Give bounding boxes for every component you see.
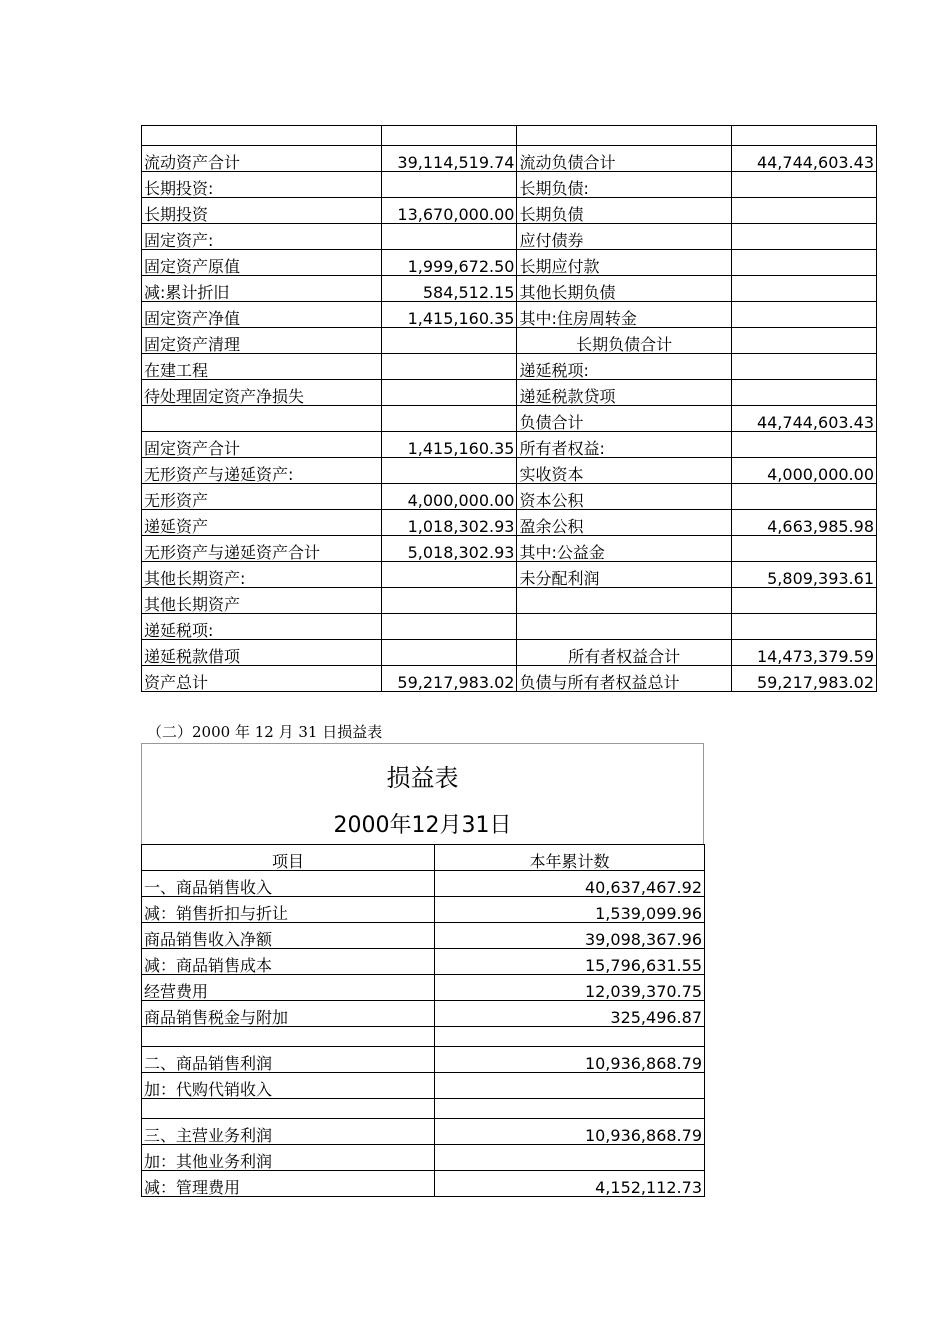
amount-cell: 59,217,983.02 xyxy=(731,666,876,692)
amount-cell xyxy=(731,432,876,458)
amount-cell xyxy=(731,302,876,328)
amount-cell xyxy=(382,614,517,640)
item-label-cell: 三、主营业务利润 xyxy=(142,1119,435,1145)
account-label-cell: 递延资产 xyxy=(142,510,382,536)
income-statement-header xyxy=(141,743,704,844)
item-label-cell: 商品销售收入净额 xyxy=(142,923,435,949)
amount-cell: 59,217,983.02 xyxy=(382,666,517,692)
table-row xyxy=(142,562,877,588)
account-label-cell: 盈余公积 xyxy=(517,510,731,536)
table-row xyxy=(142,484,877,510)
account-label-cell: 所有者权益合计 xyxy=(517,640,731,666)
table-row xyxy=(142,406,877,432)
table-row xyxy=(142,1145,705,1171)
account-label-cell xyxy=(142,126,382,146)
amount-cell: 1,415,160.35 xyxy=(382,302,517,328)
account-label-cell: 待处理固定资产净损失 xyxy=(142,380,382,406)
account-label-cell: 长期投资: xyxy=(142,172,382,198)
amount-cell xyxy=(731,276,876,302)
amount-cell xyxy=(382,328,517,354)
amount-cell xyxy=(435,1099,705,1119)
account-label-cell: 实收资本 xyxy=(517,458,731,484)
table-row xyxy=(142,354,877,380)
amount-cell: 5,809,393.61 xyxy=(731,562,876,588)
income-statement-title: 损益表 xyxy=(386,764,459,792)
amount-cell xyxy=(731,536,876,562)
table-row xyxy=(142,536,877,562)
table-row xyxy=(142,666,877,692)
table-row xyxy=(142,328,877,354)
table-row xyxy=(142,432,877,458)
account-label-cell: 长期应付款 xyxy=(517,250,731,276)
amount-cell: 1,539,099.96 xyxy=(435,897,705,923)
account-label-cell xyxy=(142,406,382,432)
amount-cell: 4,000,000.00 xyxy=(731,458,876,484)
amount-cell: 39,114,519.74 xyxy=(382,146,517,172)
amount-cell xyxy=(731,224,876,250)
account-label-cell: 其中:公益金 xyxy=(517,536,731,562)
item-label-cell xyxy=(142,1027,435,1047)
account-label-cell: 其他长期资产: xyxy=(142,562,382,588)
amount-cell xyxy=(731,126,876,146)
table-row xyxy=(142,871,705,897)
account-label-cell: 递延税项: xyxy=(517,354,731,380)
item-label-cell: 减：管理费用 xyxy=(142,1171,435,1197)
account-label-cell: 无形资产 xyxy=(142,484,382,510)
account-label-cell: 固定资产合计 xyxy=(142,432,382,458)
table-row xyxy=(142,276,877,302)
table-row xyxy=(142,126,877,146)
account-label-cell: 长期负债: xyxy=(517,172,731,198)
amount-cell: 1,415,160.35 xyxy=(382,432,517,458)
table-row xyxy=(142,1027,705,1047)
item-label-cell: 减：销售折扣与折让 xyxy=(142,897,435,923)
column-header-ytd-amount: 本年累计数 xyxy=(435,845,705,871)
account-label-cell xyxy=(517,588,731,614)
table-row xyxy=(142,949,705,975)
account-label-cell: 长期投资 xyxy=(142,198,382,224)
amount-cell: 14,473,379.59 xyxy=(731,640,876,666)
item-label-cell: 加：代购代销收入 xyxy=(142,1073,435,1099)
amount-cell xyxy=(731,198,876,224)
table-row xyxy=(142,923,705,949)
income-statement-date: 2000年12月31日 xyxy=(333,813,512,838)
account-label-cell: 负债与所有者权益总计 xyxy=(517,666,731,692)
amount-cell xyxy=(731,354,876,380)
amount-cell xyxy=(382,224,517,250)
amount-cell: 10,936,868.79 xyxy=(435,1047,705,1073)
amount-cell: 39,098,367.96 xyxy=(435,923,705,949)
table-row xyxy=(142,172,877,198)
amount-cell xyxy=(731,250,876,276)
amount-cell: 13,670,000.00 xyxy=(382,198,517,224)
account-label-cell: 应付债券 xyxy=(517,224,731,250)
table-row xyxy=(142,640,877,666)
amount-cell: 40,637,467.92 xyxy=(435,871,705,897)
account-label-cell: 长期负债合计 xyxy=(517,328,731,354)
amount-cell: 4,000,000.00 xyxy=(382,484,517,510)
amount-cell xyxy=(382,354,517,380)
account-label-cell: 负债合计 xyxy=(517,406,731,432)
account-label-cell: 固定资产净值 xyxy=(142,302,382,328)
account-label-cell: 固定资产原值 xyxy=(142,250,382,276)
amount-cell: 10,936,868.79 xyxy=(435,1119,705,1145)
table-row xyxy=(142,224,877,250)
account-label-cell: 无形资产与递延资产合计 xyxy=(142,536,382,562)
amount-cell xyxy=(435,1145,705,1171)
item-label-cell: 减：商品销售成本 xyxy=(142,949,435,975)
table-row xyxy=(142,975,705,1001)
table-row xyxy=(142,1001,705,1027)
account-label-cell: 长期负债 xyxy=(517,198,731,224)
amount-cell xyxy=(731,588,876,614)
item-label-cell: 二、商品销售利润 xyxy=(142,1047,435,1073)
item-label-cell xyxy=(142,1099,435,1119)
amount-cell xyxy=(382,406,517,432)
account-label-cell: 所有者权益: xyxy=(517,432,731,458)
amount-cell xyxy=(382,380,517,406)
table-row xyxy=(142,1119,705,1145)
amount-cell: 584,512.15 xyxy=(382,276,517,302)
account-label-cell: 其中:住房周转金 xyxy=(517,302,731,328)
account-label-cell: 递延税款借项 xyxy=(142,640,382,666)
amount-cell xyxy=(731,328,876,354)
account-label-cell: 无形资产与递延资产: xyxy=(142,458,382,484)
amount-cell xyxy=(382,588,517,614)
amount-cell xyxy=(731,380,876,406)
amount-cell xyxy=(435,1027,705,1047)
account-label-cell: 固定资产清理 xyxy=(142,328,382,354)
account-label-cell: 减:累计折旧 xyxy=(142,276,382,302)
table-row xyxy=(142,250,877,276)
amount-cell xyxy=(382,172,517,198)
table-row xyxy=(142,1099,705,1119)
amount-cell xyxy=(382,126,517,146)
amount-cell: 44,744,603.43 xyxy=(731,406,876,432)
table-row xyxy=(142,614,877,640)
amount-cell: 12,039,370.75 xyxy=(435,975,705,1001)
amount-cell: 4,152,112.73 xyxy=(435,1171,705,1197)
table-row xyxy=(142,510,877,536)
amount-cell: 44,744,603.43 xyxy=(731,146,876,172)
account-label-cell: 其他长期负债 xyxy=(517,276,731,302)
income-statement-table xyxy=(141,844,705,1197)
table-row xyxy=(142,198,877,224)
account-label-cell xyxy=(517,614,731,640)
amount-cell xyxy=(435,1073,705,1099)
table-row xyxy=(142,458,877,484)
amount-cell: 15,796,631.55 xyxy=(435,949,705,975)
account-label-cell: 固定资产: xyxy=(142,224,382,250)
amount-cell: 1,999,672.50 xyxy=(382,250,517,276)
table-row xyxy=(142,1171,705,1197)
table-row xyxy=(142,897,705,923)
table-row xyxy=(142,588,877,614)
item-label-cell: 加：其他业务利润 xyxy=(142,1145,435,1171)
table-row xyxy=(142,146,877,172)
item-label-cell: 一、商品销售收入 xyxy=(142,871,435,897)
account-label-cell: 未分配利润 xyxy=(517,562,731,588)
amount-cell xyxy=(731,484,876,510)
amount-cell xyxy=(731,614,876,640)
table-row xyxy=(142,1073,705,1099)
item-label-cell: 经营费用 xyxy=(142,975,435,1001)
account-label-cell: 资本公积 xyxy=(517,484,731,510)
table-row xyxy=(142,380,877,406)
table-row xyxy=(142,302,877,328)
income-statement-caption: （二）2000 年 12 月 31 日损益表 xyxy=(147,723,383,741)
amount-cell: 4,663,985.98 xyxy=(731,510,876,536)
amount-cell xyxy=(731,172,876,198)
account-label-cell: 在建工程 xyxy=(142,354,382,380)
account-label-cell: 流动负债合计 xyxy=(517,146,731,172)
amount-cell xyxy=(382,458,517,484)
amount-cell: 1,018,302.93 xyxy=(382,510,517,536)
balance-sheet-table xyxy=(141,125,877,692)
account-label-cell: 资产总计 xyxy=(142,666,382,692)
account-label-cell: 递延税款贷项 xyxy=(517,380,731,406)
account-label-cell: 递延税项: xyxy=(142,614,382,640)
amount-cell xyxy=(382,640,517,666)
account-label-cell: 其他长期资产 xyxy=(142,588,382,614)
account-label-cell: 流动资产合计 xyxy=(142,146,382,172)
column-header-item: 项目 xyxy=(142,845,435,871)
table-row xyxy=(142,1047,705,1073)
amount-cell xyxy=(382,562,517,588)
amount-cell: 5,018,302.93 xyxy=(382,536,517,562)
account-label-cell xyxy=(517,126,731,146)
amount-cell: 325,496.87 xyxy=(435,1001,705,1027)
item-label-cell: 商品销售税金与附加 xyxy=(142,1001,435,1027)
